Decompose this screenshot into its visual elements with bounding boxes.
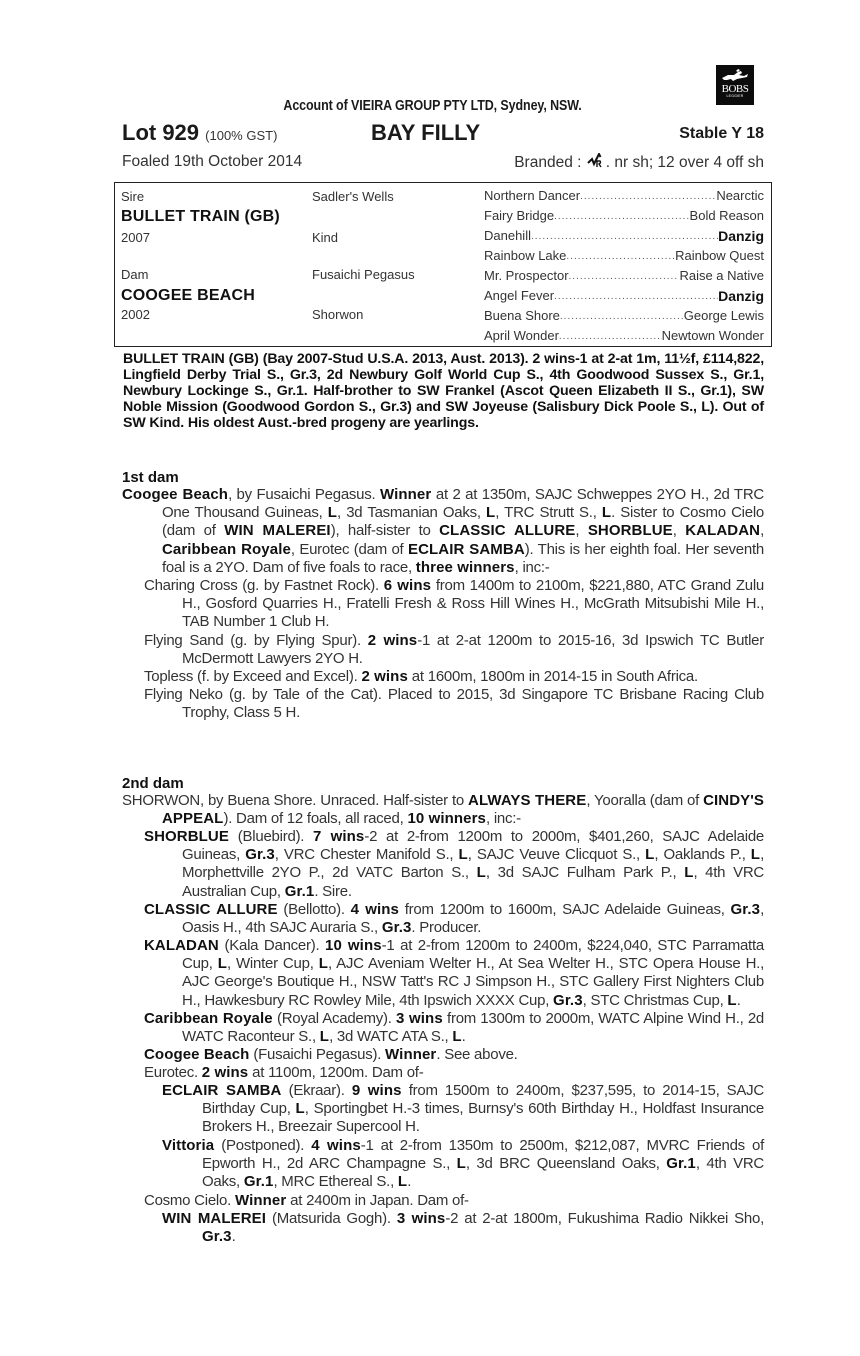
text-run: at 1100m, 1200m. Dam of-: [248, 1064, 424, 1081]
text-run: , 3d SAJC Fulham Park P.,: [485, 864, 685, 882]
third-gen-row: [484, 228, 764, 244]
dam-dam: Shorwon: [312, 307, 364, 322]
text-run: , Eurotec (dam of: [290, 540, 408, 558]
bold-text: Gr.3: [553, 991, 583, 1009]
sire-of-ancestor: George Lewis: [683, 308, 764, 323]
text-run: Cosmo Cielo.: [144, 1192, 235, 1209]
dam-label: Dam: [121, 267, 149, 282]
bold-text: CINDY'S APPEAL: [162, 792, 765, 828]
bold-text: Gr.1: [284, 882, 315, 900]
lot-row: [122, 120, 764, 148]
granddam-or-grandsire: Rainbow Lake: [484, 248, 567, 263]
bold-text: 7 wins: [313, 828, 365, 845]
third-gen-row: [484, 288, 764, 304]
sire-label: Sire: [121, 189, 145, 204]
text-run: , inc:-: [486, 810, 521, 828]
pedigree-table: [114, 182, 772, 347]
bold-text: Gr.1: [666, 1155, 696, 1173]
text-run: , SAJC Veuve Clicquot S.,: [467, 846, 646, 864]
bold-text: L: [452, 1028, 462, 1046]
leader-dots: [569, 268, 680, 283]
bold-text: L: [645, 846, 655, 864]
text-run: from 1300m to 2000m, WATC Alpine Wind H., 2d WATC Raconteur S.,: [182, 1010, 765, 1046]
third-gen-row: [484, 188, 764, 203]
bold-text: L: [456, 1155, 466, 1173]
text-run: ,: [760, 522, 764, 540]
bold-text: Gr.1: [243, 1173, 274, 1191]
text-run: (Royal Academy).: [272, 1010, 396, 1027]
bold-text: WIN MALEREI: [162, 1210, 267, 1227]
sire-of-ancestor: Danzig: [718, 288, 764, 304]
text-run: from 1500m to 2400m, $237,595, to 2014-15, SAJC Birthday Cup,: [202, 1082, 764, 1118]
progeny-entry: [162, 1210, 764, 1246]
bold-text: Caribbean Royale: [144, 1010, 273, 1027]
bold-text: Gr.3: [245, 846, 275, 864]
bold-text: KALADAN: [685, 522, 761, 540]
bold-text: 6 wins: [383, 577, 432, 594]
sire-of-ancestor: Newtown Wonder: [661, 328, 764, 343]
text-run: , VRC Chester Manifold S.,: [274, 846, 459, 864]
text-run: , 4th VRC Oaks,: [202, 1155, 764, 1191]
first-dam-heading: 1st dam: [122, 469, 179, 486]
dam-paragraph: [122, 792, 764, 828]
third-gen-row: [484, 268, 764, 283]
bold-text: 3 wins: [396, 1210, 446, 1227]
stable-location: Stable Y 18: [679, 125, 764, 142]
bold-text: L: [295, 1100, 305, 1118]
text-run: at 1600m, 1800m in 2014-15 in South Africa.: [407, 668, 698, 685]
bold-text: Winner: [380, 486, 432, 503]
progeny-entry: [144, 1192, 764, 1210]
text-run: at 2 at 1350m, SAJC Schweppes 2YO H., 2d TRC One Thousand Guineas,: [162, 486, 765, 522]
granddam-or-grandsire: Northern Dancer: [484, 188, 581, 203]
lot-label: Lot 929: [122, 120, 200, 145]
text-run: -1 at 2-from 1350m to 2500m, $212,087, MVRC Friends of Epworth H., 2d ARC Champagne S.,: [202, 1137, 764, 1173]
text-run: , 4th VRC Australian Cup,: [182, 864, 765, 900]
bold-text: L: [319, 1028, 330, 1046]
text-run: (Bellotto).: [277, 901, 351, 918]
bold-text: Caribbean Royale: [162, 540, 291, 558]
text-run: from 1200m to 1600m, SAJC Adelaide Guineas,: [398, 901, 731, 918]
text-run: -1 at 2-at 1200m to 2015-16, 3d Ipswich TC Butler McDermott Lawyers 2YO H.: [182, 632, 765, 668]
bold-text: L: [217, 955, 228, 973]
granddam-or-grandsire: Angel Fever: [484, 288, 555, 303]
progeny-entry: [162, 1082, 764, 1137]
bold-text: L: [486, 504, 496, 522]
horse-and-jockey-icon: [720, 69, 750, 83]
progeny-entry: [162, 1137, 764, 1192]
dam-sire: Fusaichi Pegasus: [312, 267, 415, 282]
text-run: ), half-sister to: [330, 522, 440, 540]
third-gen-row: [484, 328, 764, 343]
sire-of-ancestor: Danzig: [718, 228, 764, 244]
horse-description: BAY FILLY: [371, 120, 481, 145]
text-run: (Postponed).: [214, 1137, 312, 1154]
text-run: -2 at 2-from 1200m to 2000m, $401,260, SAJC Adelaide Guineas,: [182, 828, 765, 864]
bold-text: L: [684, 864, 694, 882]
bold-text: L: [458, 846, 468, 864]
text-run: , 3d WATC ATA S.,: [329, 1028, 453, 1046]
bold-text: Gr.3: [381, 919, 412, 937]
text-run: ). Dam of 12 foals, all raced,: [223, 810, 408, 828]
text-run: .: [461, 1028, 466, 1046]
text-run: from 1400m to 2100m, $221,880, ATC Grand Zulu H., Gosford Quarries H., Fratelli Fresh & Ross Hill Wines H., McGrath Mitsubishi Mile H., TAB Number 1 Club H.: [182, 577, 765, 631]
text-run: (Bluebird).: [228, 828, 314, 845]
leader-dots: [554, 208, 689, 223]
dam-year: 2002: [121, 307, 150, 322]
progeny-entry: [144, 828, 764, 901]
bold-text: CLASSIC ALLURE: [439, 522, 576, 540]
sire-of-ancestor: Bold Reason: [689, 208, 764, 223]
bold-text: ECLAIR SAMBA: [162, 1082, 282, 1099]
leader-dots: [559, 328, 662, 343]
text-run: -2 at 2-at 1800m, Fukushima Radio Nikkei Sho,: [445, 1210, 764, 1227]
bold-text: CLASSIC ALLURE: [144, 901, 278, 918]
leader-dots: [554, 288, 718, 304]
bold-text: L: [727, 991, 737, 1009]
text-run: ,: [575, 522, 588, 540]
bold-text: L: [318, 955, 328, 973]
bold-text: SHORBLUE: [144, 828, 229, 845]
lot-number: [122, 120, 277, 146]
bold-text: ECLAIR SAMBA: [407, 540, 525, 558]
granddam-or-grandsire: Mr. Prospector: [484, 268, 569, 283]
progeny-entry: [144, 577, 764, 632]
progeny-entry: [144, 686, 764, 722]
brand-mark-icon: [586, 153, 606, 169]
sire-sire: Sadler's Wells: [312, 189, 394, 204]
bold-text: 2 wins: [201, 1064, 249, 1081]
branded-label: Branded :: [514, 154, 582, 171]
logo-text: BOBS: [721, 83, 749, 95]
bold-text: Winner: [385, 1046, 437, 1063]
text-run: , by Fusaichi Pegasus.: [228, 486, 381, 503]
text-run: , 3d Tasmanian Oaks,: [337, 504, 487, 522]
leader-dots: [580, 188, 716, 203]
gst-note: (100% GST): [205, 128, 278, 143]
bold-text: Winner: [234, 1192, 287, 1209]
text-run: SHORWON, by Buena Shore. Unraced. Half-sister to: [122, 792, 469, 809]
text-run: Flying Neko (g. by Tale of the Cat). Placed to 2015, 3d Singapore TC Brisbane Racing Club Trophy, Class 5 H.: [144, 686, 764, 722]
text-run: .: [736, 991, 741, 1009]
text-run: . Sister to Cosmo Cielo (dam of: [162, 504, 765, 540]
bold-text: L: [327, 504, 338, 522]
text-run: . See above.: [436, 1046, 518, 1063]
progeny-entry: [144, 937, 764, 1010]
text-run: , AJC Aveniam Welter H., At Sea Welter H., STC Opera House H., AJC George's Boutique H., NSW Tatt's RC J Simpson H., STC Gallery First Nighters Club H., Hawkesbury RC Rowley Mile, 4th Ipswich XXXX Cup,: [182, 955, 764, 1009]
text-run: , Sportingbet H.-3 times, Burnsy's 60th Birthday H., Holdfast Insurance Brokers H., Breezair Supercool H.: [202, 1100, 765, 1136]
sire-dam: Kind: [312, 230, 339, 245]
third-gen-row: [484, 248, 764, 263]
dam-paragraph: [122, 486, 764, 577]
logo-subtext: LEGGIER: [726, 94, 744, 98]
text-run: , inc:-: [514, 558, 550, 576]
bold-text: SHORBLUE: [587, 522, 673, 540]
bold-text: KALADAN: [144, 937, 219, 954]
bold-text: ALWAYS THERE: [468, 792, 587, 809]
vendor-account: Account of VIEIRA GROUP PTY LTD, Sydney, NSW.: [283, 98, 582, 114]
text-run: at 2400m in Japan. Dam of-: [286, 1192, 469, 1209]
progeny-entry: [144, 1046, 764, 1064]
bold-text: L: [476, 864, 486, 882]
bold-text: 9 wins: [351, 1082, 402, 1099]
sire-of-ancestor: Rainbow Quest: [675, 248, 764, 263]
brand-description: [514, 153, 764, 172]
bold-text: L: [750, 846, 761, 864]
granddam-or-grandsire: Fairy Bridge: [484, 208, 555, 223]
progeny-entry: [144, 668, 764, 686]
foaled-date: Foaled 19th October 2014: [122, 153, 303, 170]
granddam-or-grandsire: April Wonder: [484, 328, 559, 343]
bold-text: Gr.3: [202, 1228, 232, 1246]
sire-year: 2007: [121, 230, 150, 245]
progeny-entry: [144, 1010, 764, 1046]
text-run: ,: [672, 522, 686, 540]
bold-text: 4 wins: [350, 901, 399, 918]
text-run: , Oasis H., 4th SAJC Auraria S.,: [182, 901, 764, 937]
progeny-entry: [144, 1064, 764, 1082]
dam-name: COOGEE BEACH: [121, 287, 255, 304]
text-run: , Yooralla (dam of: [586, 792, 704, 809]
progeny-entry: [144, 901, 764, 937]
text-run: , Oaklands P.,: [654, 846, 751, 864]
brand-details: . nr sh; 12 over 4 off sh: [605, 154, 764, 171]
bold-text: 10 winners: [407, 810, 486, 828]
bold-text: 4 wins: [311, 1137, 361, 1154]
text-run: Flying Sand (g. by Flying Spur).: [144, 632, 368, 649]
granddam-or-grandsire: Danehill: [484, 228, 531, 243]
text-run: .: [407, 1173, 412, 1191]
sire-name: BULLET TRAIN (GB): [121, 208, 280, 225]
bold-text: 2 wins: [367, 632, 418, 649]
text-run: , Morphettville 2YO P., 2d VATC Barton S.,: [182, 846, 764, 882]
sire-of-ancestor: Nearctic: [716, 188, 764, 203]
text-run: , 3d BRC Queensland Oaks,: [465, 1155, 667, 1173]
third-gen-row: [484, 308, 764, 323]
leader-dots: [566, 248, 675, 263]
text-run: . Sire.: [314, 882, 352, 900]
bold-text: L: [397, 1173, 408, 1191]
leader-dots: [531, 228, 718, 244]
bold-text: 2 wins: [361, 668, 408, 685]
text-run: (Ekraar).: [281, 1082, 352, 1099]
text-run: , Winter Cup,: [227, 955, 319, 973]
third-gen-row: [484, 208, 764, 223]
text-run: Charing Cross (g. by Fastnet Rock).: [144, 577, 384, 594]
bold-text: Coogee Beach: [122, 486, 229, 503]
second-dam-heading: 2nd dam: [122, 775, 184, 792]
leader-dots: [560, 308, 684, 323]
text-run: Topless (f. by Exceed and Excel).: [144, 668, 362, 685]
text-run: , TRC Strutt S.,: [495, 504, 602, 522]
text-run: Eurotec.: [144, 1064, 202, 1081]
text-run: (Fusaichi Pegasus).: [249, 1046, 386, 1063]
text-run: , STC Christmas Cup,: [582, 991, 728, 1009]
text-run: , MRC Ethereal S.,: [273, 1173, 398, 1191]
text-run: ). This is her eighth foal. Her seventh foal is a 2YO. Dam of five foals to race,: [162, 540, 765, 576]
sire-of-ancestor: Raise a Native: [679, 268, 764, 283]
bold-text: Vittoria: [162, 1137, 215, 1154]
text-run: (Kala Dancer).: [218, 937, 326, 954]
bold-text: three winners: [415, 558, 515, 576]
bold-text: 3 wins: [395, 1010, 443, 1027]
bold-text: WIN MALEREI: [224, 522, 331, 540]
sire-summary: BULLET TRAIN (GB) (Bay 2007-Stud U.S.A. 2013, Aust. 2013). 2 wins-1 at 2-at 1m, 11½f, £114,822, Lingfield Derby Trial S., Gr.3, 2d Newbury Golf World Cup S., 4th Goodwood Sussex S., Gr.1, Newbury Lockinge S., Gr.1. Half-brother to SW Frankel (Ascot Queen Elizabeth II S., Gr.1), SW Noble Mission (Goodwood Gordon S., Gr.3) and SW Joyeuse (Salisbury Dick Poole S., L). Out of SW Kind. His oldest Aust.-bred progeny are yearlings.: [123, 351, 764, 431]
text-run: . Producer.: [411, 919, 482, 937]
bold-text: L: [601, 504, 612, 522]
text-run: -1 at 2-from 1200m to 2400m, $224,040, STC Parramatta Cup,: [182, 937, 764, 973]
bold-text: Gr.3: [730, 901, 761, 918]
text-run: (Matsurida Gogh).: [266, 1210, 397, 1227]
bold-text: 10 wins: [325, 937, 382, 954]
text-run: .: [231, 1228, 236, 1246]
granddam-or-grandsire: Buena Shore: [484, 308, 560, 323]
progeny-entry: [144, 632, 764, 668]
bold-text: Coogee Beach: [144, 1046, 250, 1063]
